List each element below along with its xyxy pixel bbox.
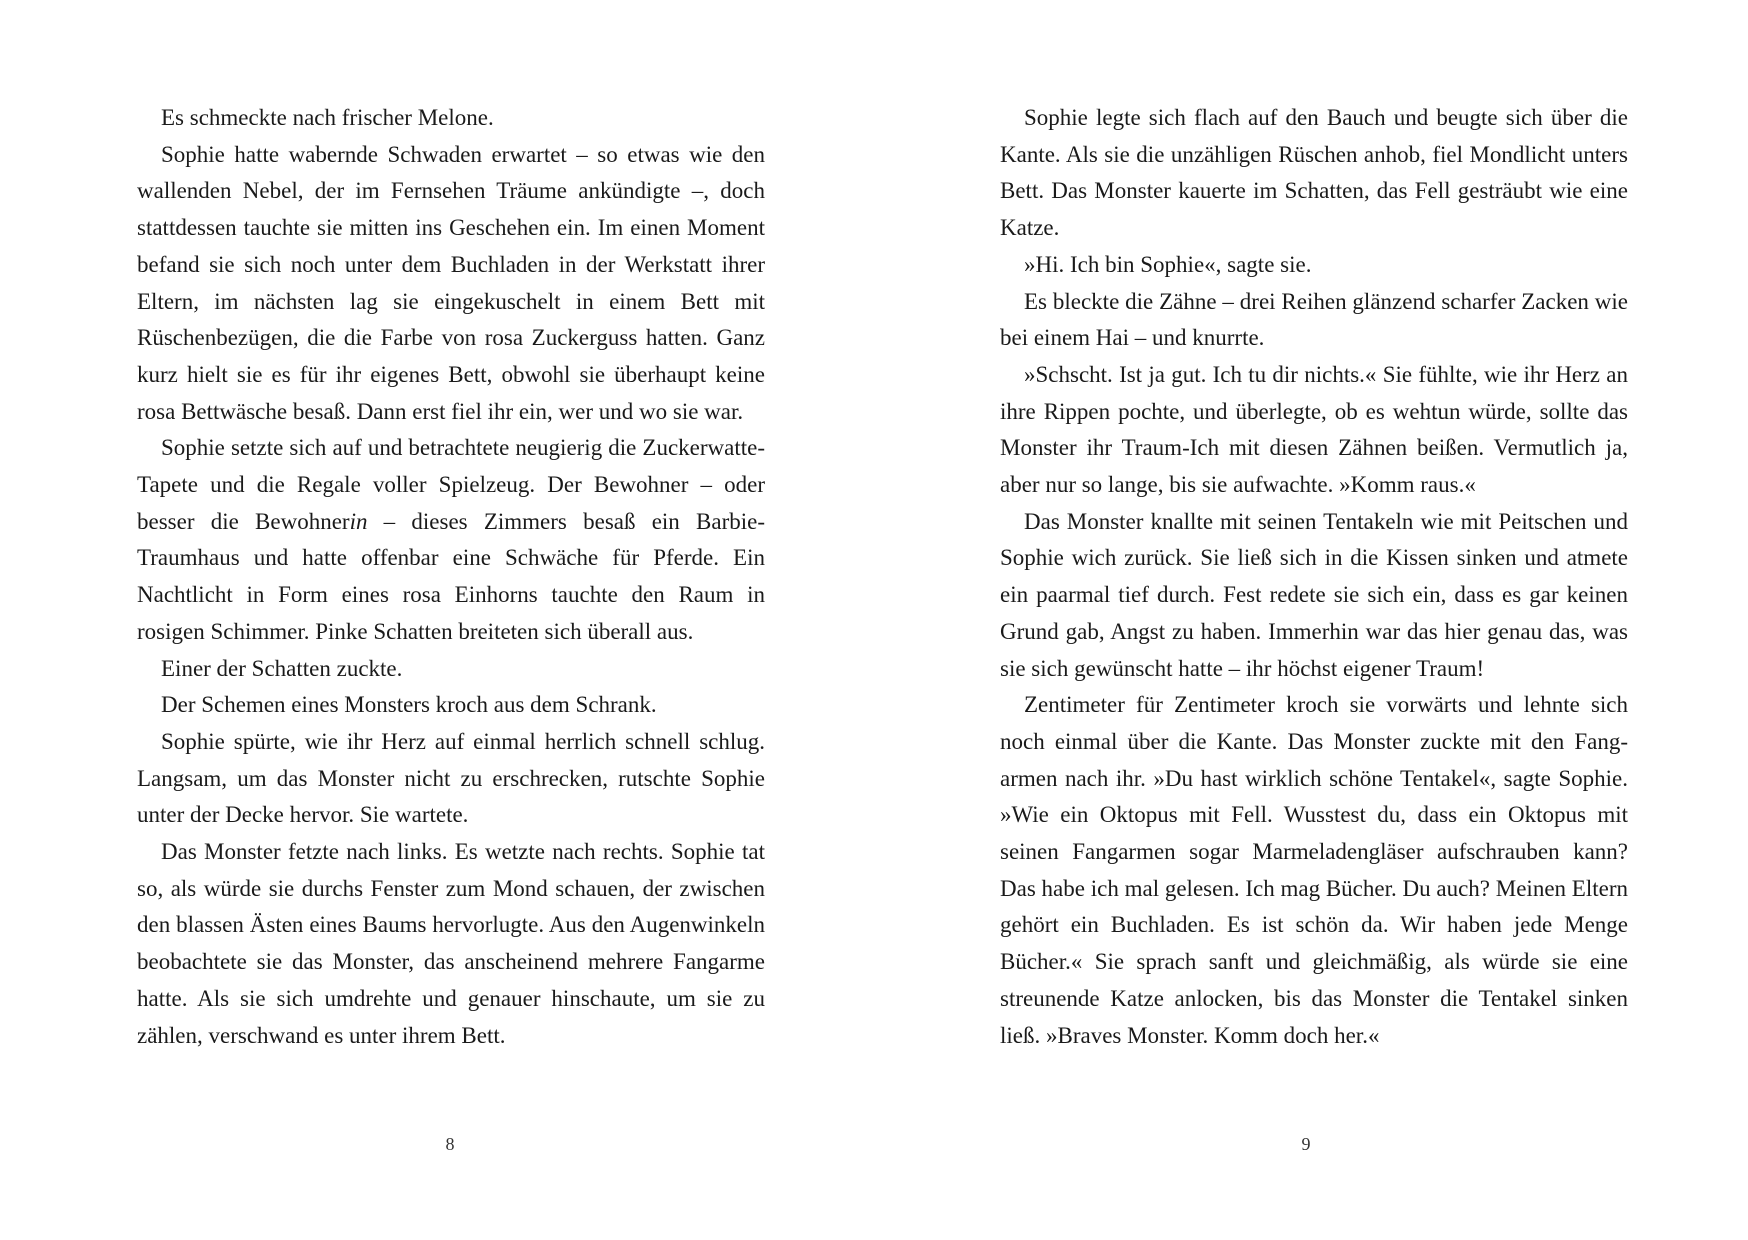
paragraph [137,430,765,650]
paragraph: Zentimeter für Zentimeter kroch sie vorwärts und lehnte sich noch einmal über die Kante. Das Monster zuckte mit den Fangarmen nach ihr. »Du hast wirklich schöne Tentakel«, sagte Sophie. »Wie ein Oktopus mit Fell. Wusstest du, dass ein Oktopus mit seinen Fangarmen sogar Marmeladengläser aufschrauben kann? Das habe ich mal gelesen. Ich mag Bücher. Du auch? Meinen Eltern gehört ein Buchladen. Es ist schön da. Wir haben jede Menge Bücher.« Sie sprach sanft und gleichmäßig, als würde sie eine streunende Katze anlocken, bis das Monster die Tentakel sinken ließ. »Braves Monster. Komm doch her.« [1000,692,1628,1048]
paragraph: Der Schemen eines Monsters kroch aus dem Schrank. [161,692,657,718]
right-page [1000,100,1628,1054]
paragraph-text: Sophie setzte sich auf und betrachtete neugierig die Zuckerwatte-Tapete und die Regale voller Spielzeug. Der Bewohner – oder besser die Bewohner [137,435,765,534]
left-page [137,100,765,1054]
paragraph: Sophie spürte, wie ihr Herz auf einmal herrlich schnell schlug. Langsam, um das Monster nicht zu erschrecken, rutschte Sophie unter der Decke hervor. Sie wartete. [137,728,765,828]
paragraph: Sophie legte sich flach auf den Bauch und beugte sich über die Kante. Als sie die unzähligen Rüschen anhob, fiel Mondlicht unters Bett. Das Monster kauerte im Schatten, das Fell gesträubt wie eine Katze. [1000,105,1628,241]
page-number-left: 8 [445,1134,455,1154]
paragraph: Einer der Schatten zuckte. [161,655,403,681]
emphasis-text: in [349,508,368,534]
paragraph: Das Monster knallte mit seinen Tentakeln wie mit Peitschen und Sophie wich zurück. Sie ließ sich in die Kissen sinken und atmete ein paarmal tief durch. Fest redete sie sich ein, dass es gar keinen Grund gab, Angst zu haben. Immerhin war das hier genau das, was sie sich gewünscht hatte – ihr höchst eigener Traum! [1000,508,1628,681]
paragraph: »Schscht. Ist ja gut. Ich tu dir nichts.« Sie fühlte, wie ihr Herz an ihre Rippen pochte, und überlegte, ob es wehtun würde, sollte das Monster ihr Traum-Ich mit diesen Zähnen beißen. Vermutlich ja, aber nur so lange, bis sie aufwachte. »Komm raus.« [1000,361,1628,498]
paragraph: Sophie hatte wabernde Schwaden erwartet – so etwas wie den wallenden Nebel, der im Fernsehen Träume ankündigte –, doch stattdessen tauchte sie mitten ins Geschehen ein. Im einen Moment befand sie sich noch unter dem Buchladen in der Werkstatt ihrer Eltern, im nächsten lag sie eingekuschelt in einem Bett mit Rüschenbezügen, die die Farbe von rosa Zuckerguss hatten. Ganz kurz hielt sie es für ihr eigenes Bett, obwohl sie überhaupt keine rosa Bettwäsche besaß. Dann erst fiel ihr ein, wer und wo sie war. [137,141,765,424]
paragraph: »Hi. Ich bin Sophie«, sagte sie. [1024,251,1312,277]
page-number-right: 9 [1301,1134,1311,1154]
paragraph: Es schmeckte nach frischer Melone. [161,105,494,130]
paragraph: Es bleckte die Zähne – drei Reihen glänzend scharfer Zacken wie bei einem Hai – und knurrte. [1000,288,1628,351]
paragraph: Das Monster fetzte nach links. Es wetzte nach rechts. Sophie tat so, als würde sie durchs Fenster zum Mond schauen, der zwischen den blassen Ästen eines Baums hervorlugte. Aus den Augenwinkeln beobachtete sie das Monster, das anscheinend mehrere Fangarme hatte. Als sie sich umdrehte und genauer hinschaute, um sie zu zählen, verschwand es unter ihrem Bett. [137,839,765,1048]
paragraph-text: – dieses Zimmers besaß ein Barbie-Traumhaus und hatte offenbar eine Schwäche für Pferde. Ein Nachtlicht in Form eines rosa Einhorns tauchte den Raum in rosigen Schimmer. Pinke Schatten breiteten sich überall aus. [137,508,765,644]
